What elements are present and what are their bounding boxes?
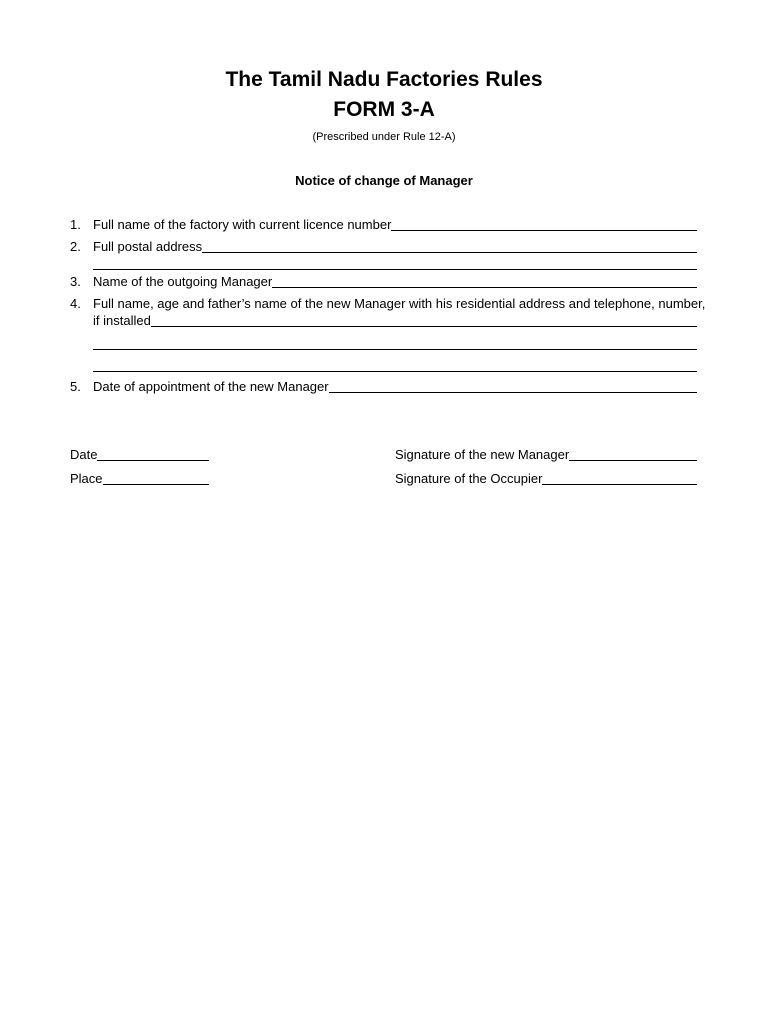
date-label: Date <box>70 447 98 462</box>
postal-address-field[interactable] <box>93 239 697 255</box>
form-subtitle: (Prescribed under Rule 12-A) <box>312 131 456 143</box>
occupier-signature-field[interactable] <box>395 471 697 487</box>
new-manager-signature-field[interactable] <box>395 447 697 463</box>
new-manager-details-label-cont: if installed <box>93 313 151 328</box>
form-title: The Tamil Nadu Factories Rules <box>225 68 543 91</box>
postal-address-blank[interactable] <box>202 240 697 253</box>
item-number-4: 4. <box>70 296 81 311</box>
place-label: Place <box>70 471 103 486</box>
occupier-signature-blank[interactable] <box>542 472 697 485</box>
item-number-2: 2. <box>70 239 81 254</box>
appointment-date-label: Date of appointment of the new Manager <box>93 379 329 394</box>
place-blank[interactable] <box>103 472 209 485</box>
outgoing-manager-blank[interactable] <box>272 275 697 288</box>
postal-address-label: Full postal address <box>93 239 203 254</box>
appointment-date-blank[interactable] <box>329 380 697 393</box>
new-manager-signature-label: Signature of the new Manager <box>395 447 570 462</box>
new-manager-details-label: Full name, age and father’s name of the new Manager with his residential address and telephone, number, <box>93 296 706 311</box>
outgoing-manager-field[interactable] <box>93 274 697 290</box>
date-blank[interactable] <box>97 448 209 461</box>
new-manager-signature-blank[interactable] <box>569 448 697 461</box>
postal-address-line-2[interactable] <box>93 269 697 270</box>
appointment-date-field[interactable] <box>93 379 697 395</box>
new-manager-details-line-2[interactable] <box>93 349 697 350</box>
new-manager-details-line-3[interactable] <box>93 371 697 372</box>
date-field[interactable] <box>70 447 209 463</box>
occupier-signature-label: Signature of the Occupier <box>395 471 543 486</box>
place-field[interactable] <box>70 471 209 487</box>
outgoing-manager-label: Name of the outgoing Manager <box>93 274 273 289</box>
form-number: FORM 3-A <box>333 98 435 121</box>
factory-name-blank[interactable] <box>391 218 697 231</box>
item-number-3: 3. <box>70 274 81 289</box>
item-number-5: 5. <box>70 379 81 394</box>
factory-name-field[interactable] <box>93 217 697 233</box>
new-manager-details-field[interactable] <box>93 313 697 329</box>
new-manager-details-blank[interactable] <box>151 314 697 327</box>
notice-heading: Notice of change of Manager <box>295 173 473 188</box>
factory-name-label: Full name of the factory with current licence number <box>93 217 392 232</box>
item-number-1: 1. <box>70 217 81 232</box>
